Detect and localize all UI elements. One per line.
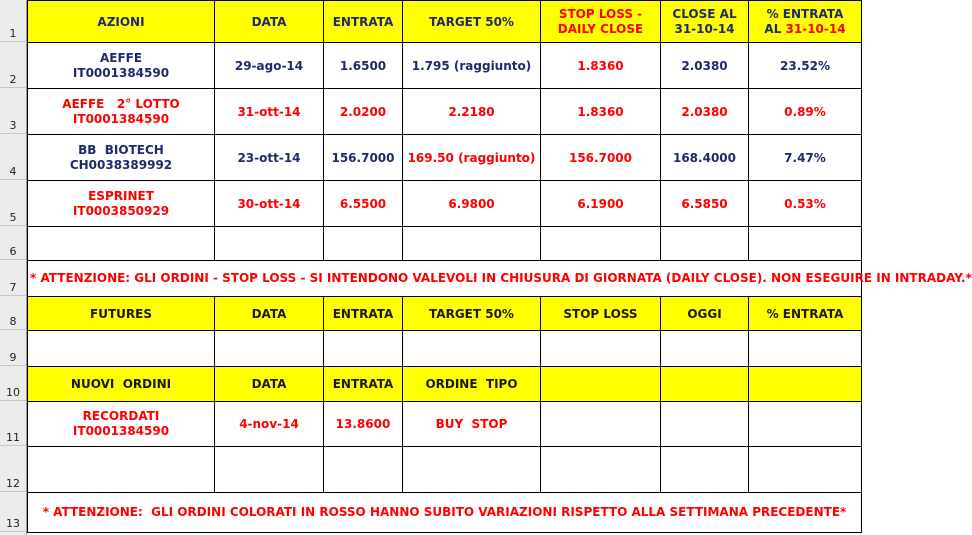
header-futures-target[interactable]: TARGET 50% xyxy=(403,297,541,331)
header-stop-loss-line2: DAILY CLOSE xyxy=(557,21,644,36)
stock-target[interactable]: 169.50 (raggiunto) xyxy=(403,135,541,181)
header-pct-al: AL xyxy=(764,21,786,36)
empty-cell[interactable] xyxy=(403,227,541,261)
row-number[interactable]: 1 xyxy=(0,0,26,42)
stock-isin: IT0001384590 xyxy=(72,65,170,80)
empty-cell[interactable] xyxy=(215,331,324,367)
stock-stop-loss[interactable]: 1.8360 xyxy=(541,89,661,135)
order-type[interactable]: BUY STOP xyxy=(403,402,541,447)
stock-stop-loss[interactable]: 1.8360 xyxy=(541,43,661,89)
stock-isin: CH0038389992 xyxy=(69,157,173,172)
table-row xyxy=(28,89,862,135)
stock-name: AEFFE xyxy=(99,50,143,65)
stock-entry[interactable]: 6.5500 xyxy=(324,181,403,227)
row-number[interactable]: 10 xyxy=(0,366,26,401)
header-futures-entrata[interactable]: ENTRATA xyxy=(324,297,403,331)
stock-isin: IT0003850929 xyxy=(72,203,170,218)
empty-cell[interactable] xyxy=(749,331,862,367)
empty-cell[interactable] xyxy=(749,447,862,493)
header-orders-data[interactable]: DATA xyxy=(215,367,324,402)
header-nuovi-ordini[interactable]: NUOVI ORDINI xyxy=(28,367,215,402)
stock-pct[interactable]: 23.52% xyxy=(749,43,862,89)
row-number[interactable]: 8 xyxy=(0,296,26,330)
table-row xyxy=(28,181,862,227)
stock-stop-loss[interactable]: 156.7000 xyxy=(541,135,661,181)
header-orders-tipo[interactable]: ORDINE TIPO xyxy=(403,367,541,402)
stock-pct[interactable]: 0.53% xyxy=(749,181,862,227)
header-azioni[interactable]: AZIONI xyxy=(28,1,215,43)
stock-entry[interactable]: 2.0200 xyxy=(324,89,403,135)
stop-loss-note[interactable]: * ATTENZIONE: GLI ORDINI - STOP LOSS - SI INTENDONO VALEVOLI IN CHIUSURA DI GIORNATA (DAILY CLOSE). NON ESEGUIRE IN INTRADAY.* xyxy=(28,261,862,297)
header-data[interactable]: DATA xyxy=(215,1,324,43)
stock-target[interactable]: 1.795 (raggiunto) xyxy=(403,43,541,89)
empty-cell[interactable] xyxy=(28,447,215,493)
empty-cell[interactable] xyxy=(541,367,661,402)
stock-name: AEFFE 2° LOTTO xyxy=(62,96,180,111)
header-pct-line2 xyxy=(751,22,859,37)
header-target[interactable]: TARGET 50% xyxy=(403,1,541,43)
row-number[interactable]: 2 xyxy=(0,42,26,88)
empty-row xyxy=(28,227,862,261)
row-number[interactable]: 5 xyxy=(0,180,26,226)
row-number[interactable]: 9 xyxy=(0,330,26,366)
futures-header-row xyxy=(28,297,862,331)
order-date[interactable]: 4-nov-14 xyxy=(215,402,324,447)
empty-cell[interactable] xyxy=(661,331,749,367)
table-row xyxy=(28,402,862,447)
empty-row xyxy=(28,331,862,367)
empty-cell[interactable] xyxy=(324,447,403,493)
empty-cell[interactable] xyxy=(28,227,215,261)
empty-cell[interactable] xyxy=(541,402,661,447)
header-orders-entrata[interactable]: ENTRATA xyxy=(324,367,403,402)
row-header-column xyxy=(0,0,27,535)
empty-cell[interactable] xyxy=(403,331,541,367)
order-entry[interactable]: 13.8600 xyxy=(324,402,403,447)
row-number[interactable]: 3 xyxy=(0,88,26,134)
stock-close[interactable]: 168.4000 xyxy=(661,135,749,181)
note-row xyxy=(28,493,862,533)
row-number[interactable]: 4 xyxy=(0,134,26,180)
header-pct-date: 31-10-14 xyxy=(785,21,846,36)
header-futures-data[interactable]: DATA xyxy=(215,297,324,331)
header-pct-entrata[interactable] xyxy=(749,1,862,43)
row-number[interactable]: 7 xyxy=(0,260,26,296)
stocks-header-row xyxy=(28,1,862,43)
header-entrata[interactable]: ENTRATA xyxy=(324,1,403,43)
stock-target[interactable]: 6.9800 xyxy=(403,181,541,227)
header-futures-oggi[interactable]: OGGI xyxy=(661,297,749,331)
portfolio-table xyxy=(27,0,972,533)
stock-entry[interactable]: 1.6500 xyxy=(324,43,403,89)
empty-cell[interactable] xyxy=(215,447,324,493)
row-number[interactable]: 12 xyxy=(0,446,26,492)
header-pct-line1: % ENTRATA xyxy=(766,6,844,21)
empty-cell[interactable] xyxy=(749,402,862,447)
empty-cell[interactable] xyxy=(749,227,862,261)
row-number[interactable]: 11 xyxy=(0,401,26,446)
header-close-line1: CLOSE AL xyxy=(672,6,737,21)
empty-cell[interactable] xyxy=(541,331,661,367)
stock-name-cell[interactable] xyxy=(28,135,215,181)
stock-name-cell[interactable] xyxy=(28,89,215,135)
header-close-line2: 31-10-14 xyxy=(674,21,735,36)
stock-close[interactable]: 2.0380 xyxy=(661,43,749,89)
empty-cell[interactable] xyxy=(749,367,862,402)
stock-pct[interactable]: 7.47% xyxy=(749,135,862,181)
table-row xyxy=(28,43,862,89)
row-number[interactable]: 6 xyxy=(0,226,26,260)
empty-cell[interactable] xyxy=(215,227,324,261)
orders-header-row xyxy=(28,367,862,402)
stock-close[interactable]: 2.0380 xyxy=(661,89,749,135)
empty-cell[interactable] xyxy=(541,227,661,261)
order-name: RECORDATI xyxy=(82,409,160,423)
stock-stop-loss[interactable]: 6.1900 xyxy=(541,181,661,227)
stock-name: ESPRINET xyxy=(88,188,154,203)
stock-date[interactable]: 29-ago-14 xyxy=(215,43,324,89)
empty-cell[interactable] xyxy=(541,447,661,493)
stock-target[interactable]: 2.2180 xyxy=(403,89,541,135)
empty-row xyxy=(28,447,862,493)
stock-date[interactable]: 30-ott-14 xyxy=(215,181,324,227)
header-futures[interactable]: FUTURES xyxy=(28,297,215,331)
stock-entry[interactable]: 156.7000 xyxy=(324,135,403,181)
empty-cell[interactable] xyxy=(28,331,215,367)
row-number[interactable]: 13 xyxy=(0,492,26,532)
stock-date[interactable]: 31-ott-14 xyxy=(215,89,324,135)
empty-cell[interactable] xyxy=(661,402,749,447)
order-name-cell[interactable] xyxy=(28,402,215,447)
stock-isin: IT0001384590 xyxy=(72,111,170,126)
stock-date[interactable]: 23-ott-14 xyxy=(215,135,324,181)
header-stop-loss[interactable] xyxy=(541,1,661,43)
empty-cell[interactable] xyxy=(661,367,749,402)
stock-name-cell[interactable] xyxy=(28,181,215,227)
color-change-note[interactable]: * ATTENZIONE: GLI ORDINI COLORATI IN ROSSO HANNO SUBITO VARIAZIONI RISPETTO ALLA SETTIMANA PRECEDENTE* xyxy=(28,493,862,533)
stock-name: BB BIOTECH xyxy=(78,142,164,157)
header-futures-pct[interactable]: % ENTRATA xyxy=(749,297,862,331)
header-futures-stop[interactable]: STOP LOSS xyxy=(541,297,661,331)
header-close[interactable] xyxy=(661,1,749,43)
empty-cell[interactable] xyxy=(661,227,749,261)
stock-pct[interactable]: 0.89% xyxy=(749,89,862,135)
header-stop-loss-line1: STOP LOSS - xyxy=(558,6,643,21)
empty-cell[interactable] xyxy=(324,227,403,261)
empty-cell[interactable] xyxy=(403,447,541,493)
note-row xyxy=(28,261,862,297)
stock-close[interactable]: 6.5850 xyxy=(661,181,749,227)
order-isin: IT0001384590 xyxy=(72,424,170,438)
table-row xyxy=(28,135,862,181)
empty-cell[interactable] xyxy=(324,331,403,367)
empty-cell[interactable] xyxy=(661,447,749,493)
stock-name-cell[interactable] xyxy=(28,43,215,89)
